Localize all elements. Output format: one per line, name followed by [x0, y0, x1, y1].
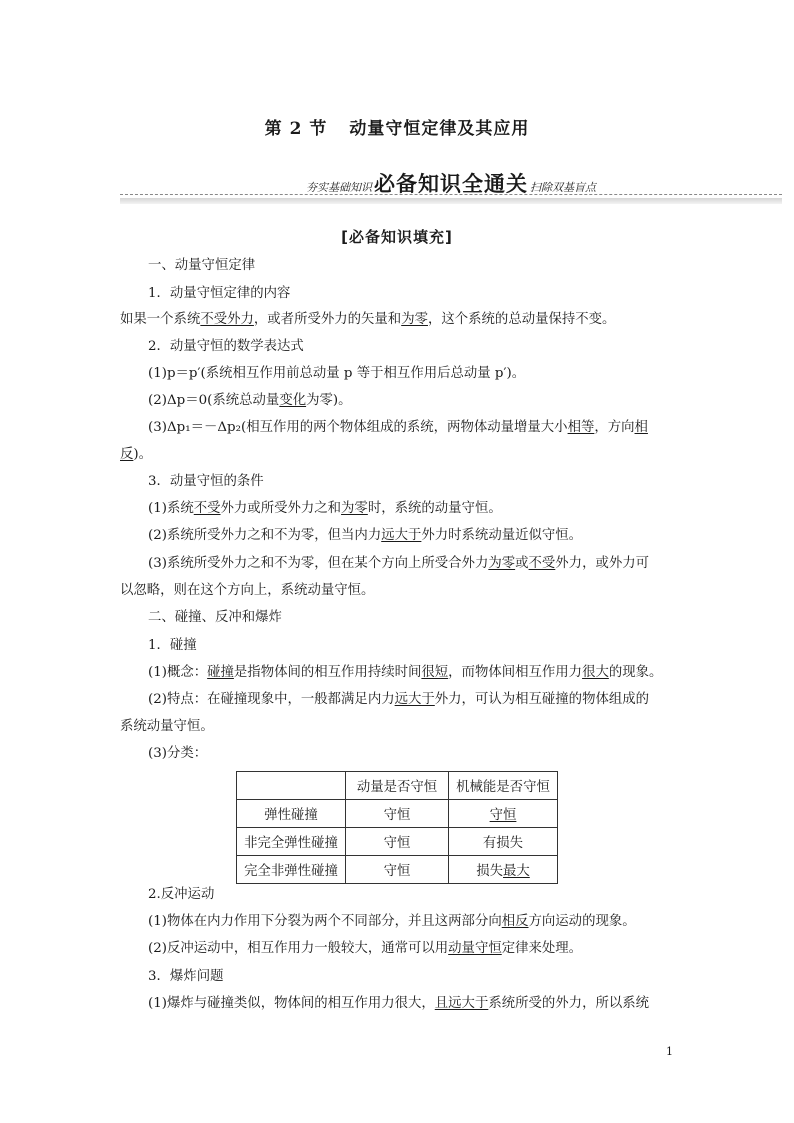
table-header-cell: 机械能是否守恒 — [449, 772, 558, 800]
table-header-cell — [237, 772, 346, 800]
table-cell: 弹性碰撞 — [237, 800, 346, 828]
subheading-explosion: 3．爆炸问题 — [148, 969, 224, 984]
text-line: (3)Δp₁＝－Δp₂(相互作用的两个物体组成的系统，两物体动量增量大小相等，方向相 — [148, 420, 648, 435]
text-line: (1)p＝p′(系统相互作用前总动量 p 等于相互作用后总动量 p′)。 — [148, 366, 526, 381]
section-name: 动量守恒定律及其应用 — [349, 119, 530, 139]
text-line: (1)系统不受外力或所受外力之和为零时，系统的动量守恒。 — [148, 501, 502, 516]
table-cell: 完全非弹性碰撞 — [237, 856, 346, 884]
page-number: 1 — [666, 1045, 673, 1058]
text-line: (2)Δp＝0(系统总动量变化为零)。 — [148, 393, 352, 408]
table-cell: 损失最大 — [449, 856, 558, 884]
table-header-row — [237, 772, 558, 800]
text-line: (2)反冲运动中，相互作用力一般较大，通常可以用动量守恒定律来处理。 — [148, 941, 583, 956]
subheading-expression: 2．动量守恒的数学表达式 — [148, 339, 304, 354]
collision-classification-table — [236, 771, 558, 884]
subheading-conditions: 3．动量守恒的条件 — [148, 474, 264, 489]
heading-collision: 二、碰撞、反冲和爆炸 — [148, 610, 282, 625]
banner-left-text: 夯实基础知识 — [306, 181, 372, 194]
table-row — [237, 856, 558, 884]
text-line: (3)分类： — [148, 746, 208, 761]
table-cell: 守恒 — [346, 828, 449, 856]
page-title — [0, 114, 794, 139]
subheading-law-content: 1．动量守恒定律的内容 — [148, 286, 291, 301]
section-heading: [必备知识填充] — [341, 228, 453, 246]
banner-right-text: 扫除双基盲点 — [530, 181, 596, 194]
table-cell: 有损失 — [449, 828, 558, 856]
banner-dashed-rule — [120, 194, 782, 195]
text-line: (1)物体在内力作用下分裂为两个不同部分，并且这两部分向相反方向运动的现象。 — [148, 914, 636, 929]
table-row — [237, 800, 558, 828]
table-cell: 守恒 — [449, 800, 558, 828]
table-row — [237, 828, 558, 856]
text-line: 反)。 — [120, 447, 153, 462]
text-line: (3)系统所受外力之和不为零，但在某个方向上所受合外力为零或不受外力，或外力可 — [148, 556, 650, 571]
table-header-cell: 动量是否守恒 — [346, 772, 449, 800]
section-number: 第 2 节 — [264, 119, 328, 139]
banner-main-text: 必备知识全通关 — [374, 172, 528, 196]
text-line: (2)系统所受外力之和不为零，但当内力远大于外力时系统动量近似守恒。 — [148, 528, 583, 543]
table-cell: 非完全弹性碰撞 — [237, 828, 346, 856]
text-line: 如果一个系统不受外力，或者所受外力的矢量和为零，这个系统的总动量保持不变。 — [120, 312, 616, 327]
table-cell: 守恒 — [346, 856, 449, 884]
subheading-recoil: 2.反冲运动 — [148, 887, 215, 902]
text-line: (2)特点：在碰撞现象中，一般都满足内力远大于外力，可认为相互碰撞的物体组成的 — [148, 692, 650, 707]
subheading-collision: 1．碰撞 — [148, 638, 197, 653]
chapter-banner — [120, 168, 782, 208]
banner-shade-bar — [120, 198, 782, 204]
text-line: 系统动量守恒。 — [120, 719, 214, 734]
heading-momentum-law: 一、动量守恒定律 — [148, 258, 256, 273]
text-line: (1)概念：碰撞是指物体间的相互作用持续时间很短，而物体间相互作用力很大的现象。 — [148, 665, 663, 680]
text-line: 以忽略，则在这个方向上，系统动量守恒。 — [120, 583, 375, 598]
table-cell: 守恒 — [346, 800, 449, 828]
text-line: (1)爆炸与碰撞类似，物体间的相互作用力很大，且远大于系统所受的外力，所以系统 — [148, 996, 650, 1011]
